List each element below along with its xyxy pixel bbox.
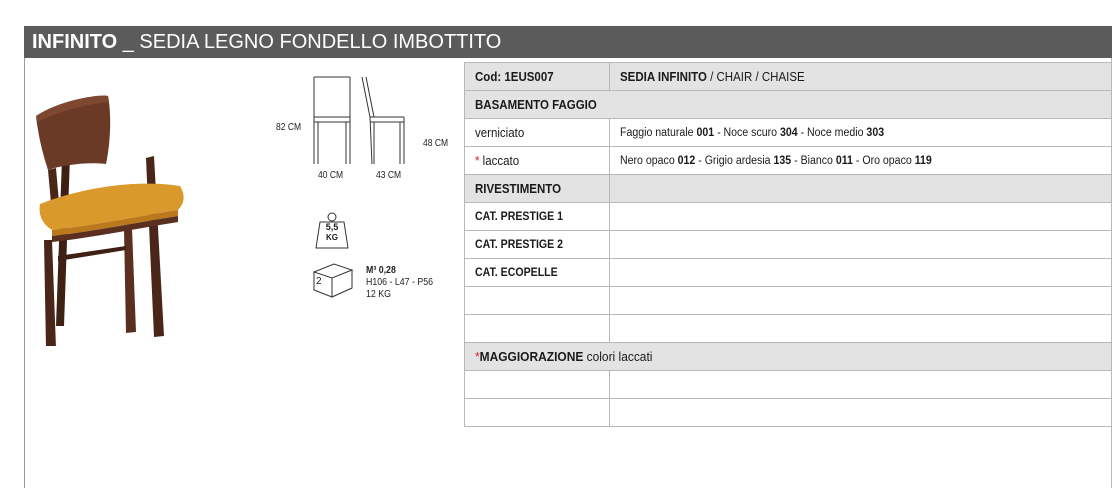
varnished-colors xyxy=(610,119,1112,147)
color-code: 135 xyxy=(773,154,792,167)
product-code: Cod: 1EUS007 xyxy=(465,63,610,91)
package-weight: 12 KG xyxy=(366,289,391,300)
table-row xyxy=(465,203,1112,231)
table-row-covering xyxy=(465,175,1112,203)
package-size: H106 - L47 - P56 xyxy=(366,277,434,288)
color-code: 001 xyxy=(696,126,715,139)
chair-image xyxy=(30,86,200,346)
table-row-base xyxy=(465,91,1112,119)
product-name: SEDIA INFINITO / CHAIR / CHAISE xyxy=(610,63,1112,91)
dimension-drawings xyxy=(276,72,460,192)
color-code: 012 xyxy=(677,154,696,167)
page-title xyxy=(24,26,1112,58)
color-name: - Noce medio xyxy=(797,126,867,139)
lacquered-label: * laccato xyxy=(465,147,610,175)
category-label: CAT. PRESTIGE 1 xyxy=(465,203,610,231)
table-row xyxy=(465,315,1112,343)
weight-icon xyxy=(312,210,352,252)
left-border xyxy=(24,58,25,488)
table-row-lacquered xyxy=(465,147,1112,175)
title-model: INFINITO xyxy=(32,31,118,53)
base-heading: BASAMENTO FAGGIO xyxy=(465,91,1112,119)
color-name: Faggio naturale xyxy=(620,126,697,139)
color-name: - Oro opaco xyxy=(852,154,915,167)
color-name: - Noce scuro xyxy=(714,126,780,139)
weight-value: 5,5 xyxy=(325,222,339,232)
color-name: - Bianco xyxy=(791,154,836,167)
color-code: 011 xyxy=(835,154,853,167)
color-code: 304 xyxy=(779,126,798,139)
dim-height-label: 82 CM xyxy=(276,122,302,133)
dim-seat-height-label: 48 CM xyxy=(423,138,449,149)
varnished-label: verniciato xyxy=(465,119,610,147)
dim-width-label: 40 CM xyxy=(318,170,344,181)
table-row xyxy=(465,231,1112,259)
package-count: 2 xyxy=(316,276,322,287)
color-name: Nero opaco xyxy=(620,154,678,167)
table-row-code xyxy=(465,63,1112,91)
category-label: CAT. ECOPELLE xyxy=(465,259,610,287)
package-info xyxy=(366,265,433,301)
table-row-varnished xyxy=(465,119,1112,147)
color-code: 303 xyxy=(866,126,885,139)
spec-table xyxy=(464,62,1112,427)
chair-outline-icon xyxy=(280,72,460,177)
table-row xyxy=(465,259,1112,287)
surcharge-note: *MAGGIORAZIONE colori laccati xyxy=(465,343,1112,371)
covering-heading: RIVESTIMENTO xyxy=(465,175,610,203)
lacquered-colors xyxy=(610,147,1112,175)
color-name: - Grigio ardesia xyxy=(695,154,774,167)
package-icon xyxy=(310,262,354,298)
table-row-surcharge xyxy=(465,343,1112,371)
weight-unit: KG xyxy=(326,233,338,242)
dim-depth-label: 43 CM xyxy=(376,170,402,181)
table-row xyxy=(465,399,1112,427)
package-volume: M³ 0,28 xyxy=(366,265,396,276)
color-code: 119 xyxy=(914,154,932,167)
title-description: _ SEDIA LEGNO FONDELLO IMBOTTITO xyxy=(117,31,502,53)
table-row xyxy=(465,287,1112,315)
category-label: CAT. PRESTIGE 2 xyxy=(465,231,610,259)
table-row xyxy=(465,371,1112,399)
